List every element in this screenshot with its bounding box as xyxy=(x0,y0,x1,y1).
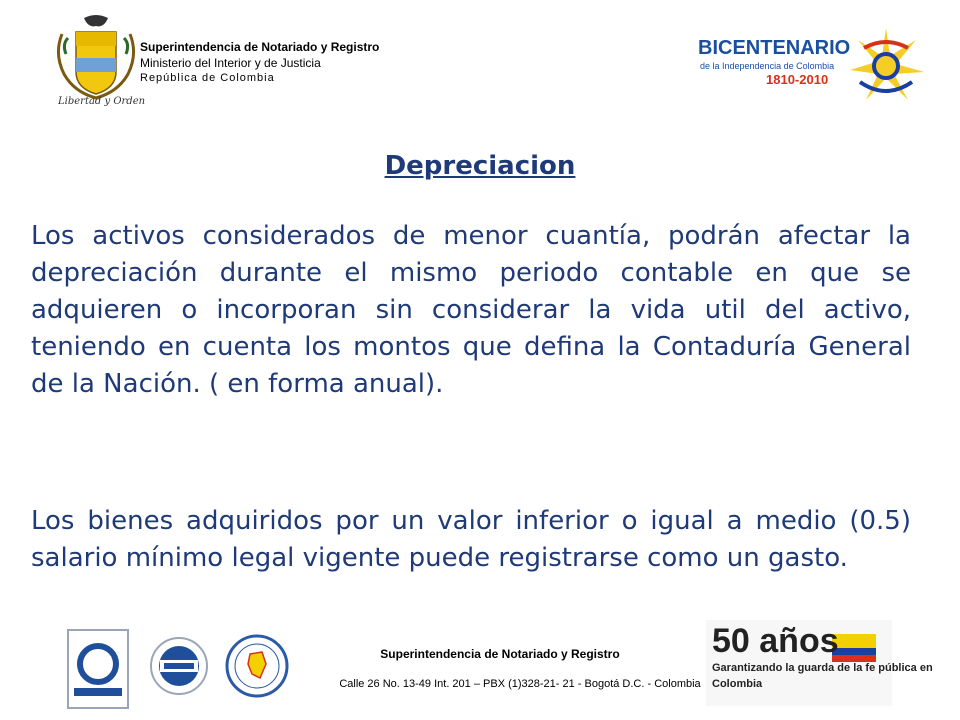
anniversary-title: 50 años xyxy=(712,622,839,660)
bicentenario-subtitle: de la Independencia de Colombia xyxy=(700,61,835,71)
anniversary-line-2: Colombia xyxy=(712,678,763,690)
header-institution: Superintendencia de Notariado y Registro xyxy=(140,40,380,54)
anniversary-line-1: Garantizando la guarda de la fe pública en xyxy=(712,662,933,674)
certification-seal xyxy=(222,630,292,704)
bicentenario-title: BICENTENARIO xyxy=(698,37,851,59)
icontec-logo xyxy=(66,628,130,710)
paragraph-1: Los activos considerados de menor cuantía, podrán afectar la depreciación durante el mismo periodo contable en que se adquieren o incorporan sin considerar la vida util del activo, teniendo en cuenta los montos que defina la Contaduría General de la Nación. ( en forma anual). xyxy=(31,221,911,399)
header-country: República de Colombia xyxy=(140,72,275,84)
paragraph-2: Los bienes adquiridos por un valor inferior o igual a medio (0.5) salario mínimo legal vigente puede registrarse como un gasto. xyxy=(31,506,911,573)
footer-institution: Superintendencia de Notariado y Registro xyxy=(380,647,620,661)
iqnet-logo xyxy=(146,630,212,708)
slide-title: Depreciacion xyxy=(384,151,576,181)
coat-motto: Libertad y Orden xyxy=(58,96,146,107)
header-ministry: Ministerio del Interior y de Justicia xyxy=(140,56,321,70)
footer-address: Calle 26 No. 13-49 Int. 201 – PBX (1)328-21- 21 - Bogotá D.C. - Colombia xyxy=(339,678,701,690)
bicentenario-years: 1810-2010 xyxy=(766,72,829,87)
